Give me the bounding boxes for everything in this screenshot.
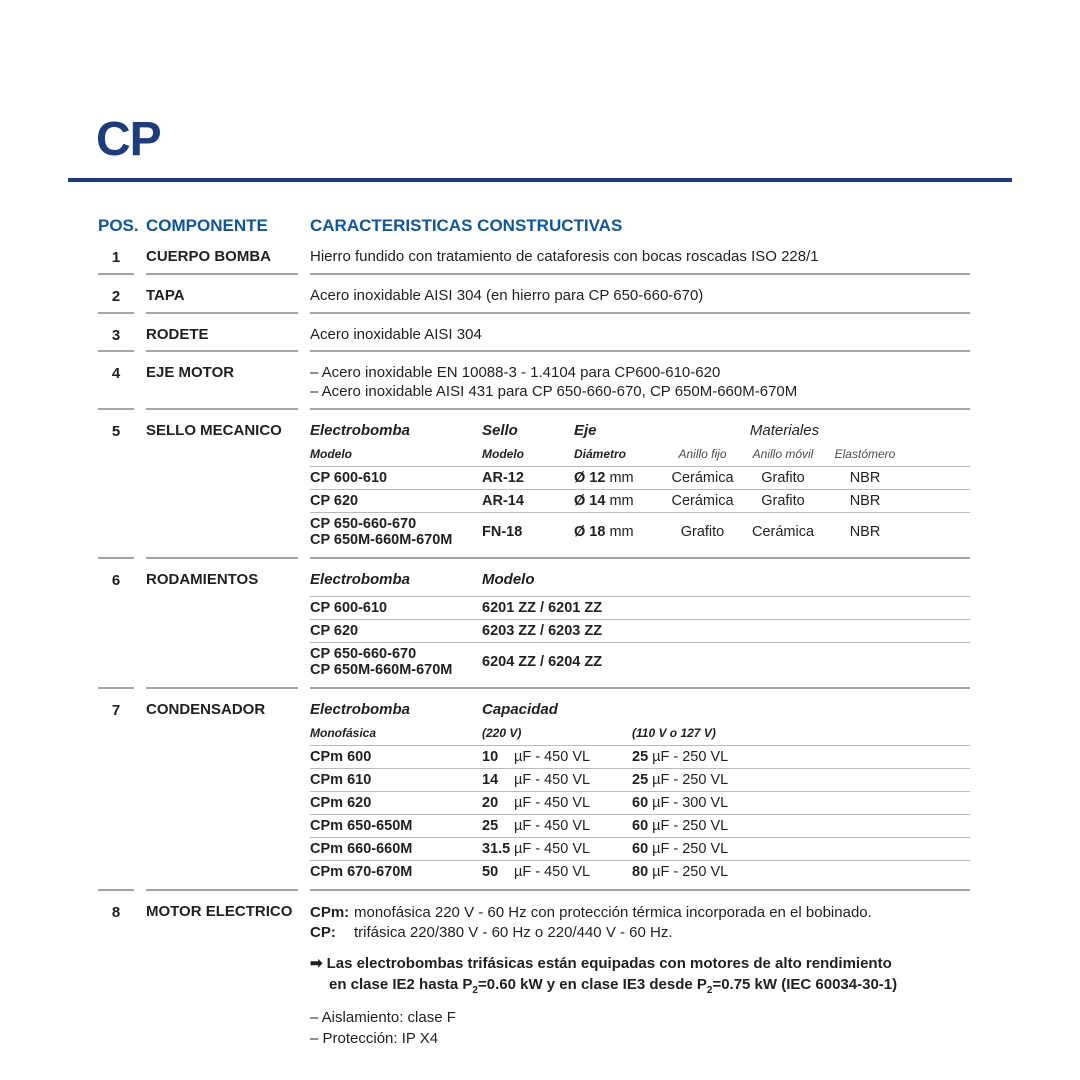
cell-cap-220: 31.5 µF - 450 VL <box>482 840 591 857</box>
capacitor-row <box>310 792 970 815</box>
cell-bearing: 6204 ZZ / 6204 ZZ <box>482 653 603 670</box>
row-motor-electrico <box>98 891 970 1055</box>
cell-model: CP 650-660-670 CP 650M-660M-670M <box>310 515 453 548</box>
row-cuerpo-bomba <box>98 236 970 273</box>
col-header-componente: COMPONENTE <box>146 216 268 235</box>
component-name: SELLO MECANICO <box>146 421 282 439</box>
components-table <box>98 216 970 1055</box>
cell-model: CPm 670-670M <box>310 863 413 880</box>
cell-model: CPm 660-660M <box>310 840 413 857</box>
seal-row <box>310 467 970 490</box>
component-description <box>310 364 970 402</box>
capacitor-row <box>310 746 970 769</box>
component-description: Acero inoxidable AISI 304 (en hierro para CP 650-660-670) <box>310 286 704 304</box>
note-line1: Las electrobombas trifásicas están equipadas con motores de alto rendimiento <box>326 955 892 973</box>
pos-number: 7 <box>111 701 121 719</box>
row-rodamientos <box>98 559 970 687</box>
note-line2: en clase IE2 hasta $P_2=0.60$ kW y en clase IE3 desde $P_2=0.75$ kW (IEC 60034-30-1) <box>329 975 898 996</box>
cell-sello: FN-18 <box>482 523 523 540</box>
row-separator <box>98 408 970 410</box>
capacitor-head-row <box>310 701 970 726</box>
head-electrobomba: Electrobomba <box>310 700 411 718</box>
head-eje: Eje <box>574 421 597 439</box>
description-line: – Acero inoxidable AISI 431 para CP 650-660-670, CP 650M-660M-670M <box>310 383 798 400</box>
cell-cap-220: 10 µF - 450 VL <box>482 748 591 765</box>
capacitor-row <box>310 769 970 792</box>
pos-number: 1 <box>111 249 121 266</box>
cell-sello: AR-14 <box>482 492 524 509</box>
page-title: CP <box>96 113 161 166</box>
pos-number: 3 <box>111 326 121 344</box>
component-name: TAPA <box>146 286 185 304</box>
head-capacidad: Capacidad <box>482 700 558 718</box>
cell-cap-110: 80 µF - 250 VL <box>632 863 729 880</box>
motor-cpm-line <box>310 903 970 923</box>
cell-anillo-movil: Grafito <box>761 492 805 509</box>
cell-cap-110: 60 µF - 300 VL <box>632 794 729 811</box>
efficiency-note <box>310 954 970 997</box>
description-line: – Acero inoxidable EN 10088-3 - 1.4104 para CP600-610-620 <box>310 364 721 382</box>
proteccion-line: – Protección: IP X4 <box>310 1030 439 1047</box>
motor-description <box>310 903 970 1049</box>
cell-cap-220: 25 µF - 450 VL <box>482 817 591 834</box>
head-electrobomba: Electrobomba <box>310 421 411 439</box>
component-description: Hierro fundido con tratamiento de cataforesis con bocas roscadas ISO 228/1 <box>310 248 819 265</box>
cell-eje: Ø 12 mm <box>574 469 634 486</box>
cell-model: CP 620 <box>310 622 359 639</box>
cell-eje: Ø 18 mm <box>574 523 634 540</box>
cell-cap-110: 60 µF - 250 VL <box>632 840 729 857</box>
seal-subhead-row <box>310 447 970 467</box>
subhead-anillo-fijo: Anillo fijo <box>678 446 727 461</box>
cell-anillo-fijo: Grafito <box>680 523 725 540</box>
title-divider <box>68 178 1012 182</box>
cell-bearing: 6203 ZZ / 6203 ZZ <box>482 622 603 639</box>
bearings-row <box>310 643 970 681</box>
component-name: RODETE <box>146 325 209 343</box>
bearings-row <box>310 620 970 643</box>
row-eje-motor <box>98 352 970 408</box>
cell-eje: Ø 14 mm <box>574 492 634 509</box>
row-separator <box>98 557 970 559</box>
pos-number: 2 <box>111 287 121 305</box>
cell-cap-110: 25 µF - 250 VL <box>632 748 729 765</box>
aislamiento-line: – Aislamiento: clase F <box>310 1009 456 1026</box>
cell-model: CPm 610 <box>310 771 372 788</box>
row-sello-mecanico <box>98 410 970 557</box>
seal-subtable <box>310 422 970 551</box>
cell-model: CPm 620 <box>310 794 372 811</box>
subhead-modelo: Modelo <box>482 446 524 461</box>
seal-row <box>310 513 970 551</box>
subhead-modelo: Modelo <box>310 446 352 461</box>
component-name: CONDENSADOR <box>146 700 266 718</box>
cell-model: CP 650-660-670 CP 650M-660M-670M <box>310 645 453 678</box>
row-separator <box>98 889 970 891</box>
component-name: EJE MOTOR <box>146 364 235 382</box>
bearings-subtable <box>310 571 970 681</box>
head-electrobomba: Electrobomba <box>310 570 411 588</box>
cell-anillo-fijo: Cerámica <box>671 469 734 486</box>
cell-elastomero: NBR <box>849 492 881 509</box>
arrow-right-icon: ➡ <box>310 955 323 973</box>
seal-row <box>310 490 970 513</box>
cell-model: CP 620 <box>310 492 359 509</box>
cell-model: CP 600-610 <box>310 599 388 616</box>
head-modelo: Modelo <box>482 570 535 588</box>
cell-elastomero: NBR <box>849 469 881 486</box>
component-name: CUERPO BOMBA <box>146 248 272 265</box>
cell-bearing: 6201 ZZ / 6201 ZZ <box>482 599 603 616</box>
head-materiales: Materiales <box>749 421 820 439</box>
row-separator <box>98 350 970 352</box>
seal-head-row <box>310 422 970 447</box>
row-separator <box>98 273 970 275</box>
subhead-monofasica: Monofásica <box>310 725 377 740</box>
cell-cap-110: 25 µF - 250 VL <box>632 771 729 788</box>
pos-number: 6 <box>111 571 121 589</box>
col-header-pos: POS. <box>98 216 139 235</box>
capacitor-subhead-row <box>310 726 970 746</box>
cell-cap-220: 50 µF - 450 VL <box>482 863 591 880</box>
component-name: RODAMIENTOS <box>146 570 259 588</box>
capacitor-row <box>310 815 970 838</box>
table-header-row <box>98 216 970 236</box>
cell-cap-110: 60 µF - 250 VL <box>632 817 729 834</box>
pos-number: 8 <box>111 903 121 921</box>
subhead-elastomero: Elastómero <box>834 446 896 461</box>
motor-extra-lines <box>310 1007 970 1049</box>
cell-anillo-movil: Grafito <box>761 469 805 486</box>
row-tapa <box>98 275 970 312</box>
col-header-caracteristicas: CARACTERISTICAS CONSTRUCTIVAS <box>310 216 623 235</box>
cp-label: CP: <box>310 924 336 941</box>
row-separator <box>98 312 970 314</box>
subhead-220v: (220 V) <box>482 725 522 740</box>
cell-model: CPm 650-650M <box>310 817 413 834</box>
pos-number: 4 <box>111 365 121 383</box>
component-name: MOTOR ELECTRICO <box>146 902 293 920</box>
cpm-text: monofásica 220 V - 60 Hz con protección térmica incorporada en el bobinado. <box>354 903 872 921</box>
cp-text: trifásica 220/380 V - 60 Hz o 220/440 V - 60 Hz. <box>354 924 673 941</box>
head-sello: Sello <box>482 421 518 439</box>
bearings-head-row <box>310 571 970 597</box>
subhead-110v: (110 V o 127 V) <box>632 725 716 740</box>
motor-cp-line <box>310 923 970 943</box>
component-description: Acero inoxidable AISI 304 <box>310 325 482 343</box>
row-separator <box>98 687 970 689</box>
cell-anillo-fijo: Cerámica <box>671 492 734 509</box>
cell-cap-220: 20 µF - 450 VL <box>482 794 591 811</box>
capacitor-row <box>310 861 970 883</box>
subhead-diametro: Diámetro <box>574 446 627 461</box>
row-rodete <box>98 314 970 351</box>
cpm-label: CPm: <box>310 903 350 921</box>
capacitor-subtable <box>310 701 970 883</box>
subhead-anillo-movil: Anillo móvil <box>752 446 814 461</box>
row-condensador <box>98 689 970 889</box>
cell-sello: AR-12 <box>482 469 524 486</box>
bearings-row <box>310 597 970 620</box>
capacitor-row <box>310 838 970 861</box>
cell-cap-220: 14 µF - 450 VL <box>482 771 591 788</box>
cell-anillo-movil: Cerámica <box>751 523 815 540</box>
cell-model: CPm 600 <box>310 748 372 765</box>
pos-number: 5 <box>111 422 121 440</box>
cell-elastomero: NBR <box>849 523 881 540</box>
cell-model: CP 600-610 <box>310 469 388 486</box>
